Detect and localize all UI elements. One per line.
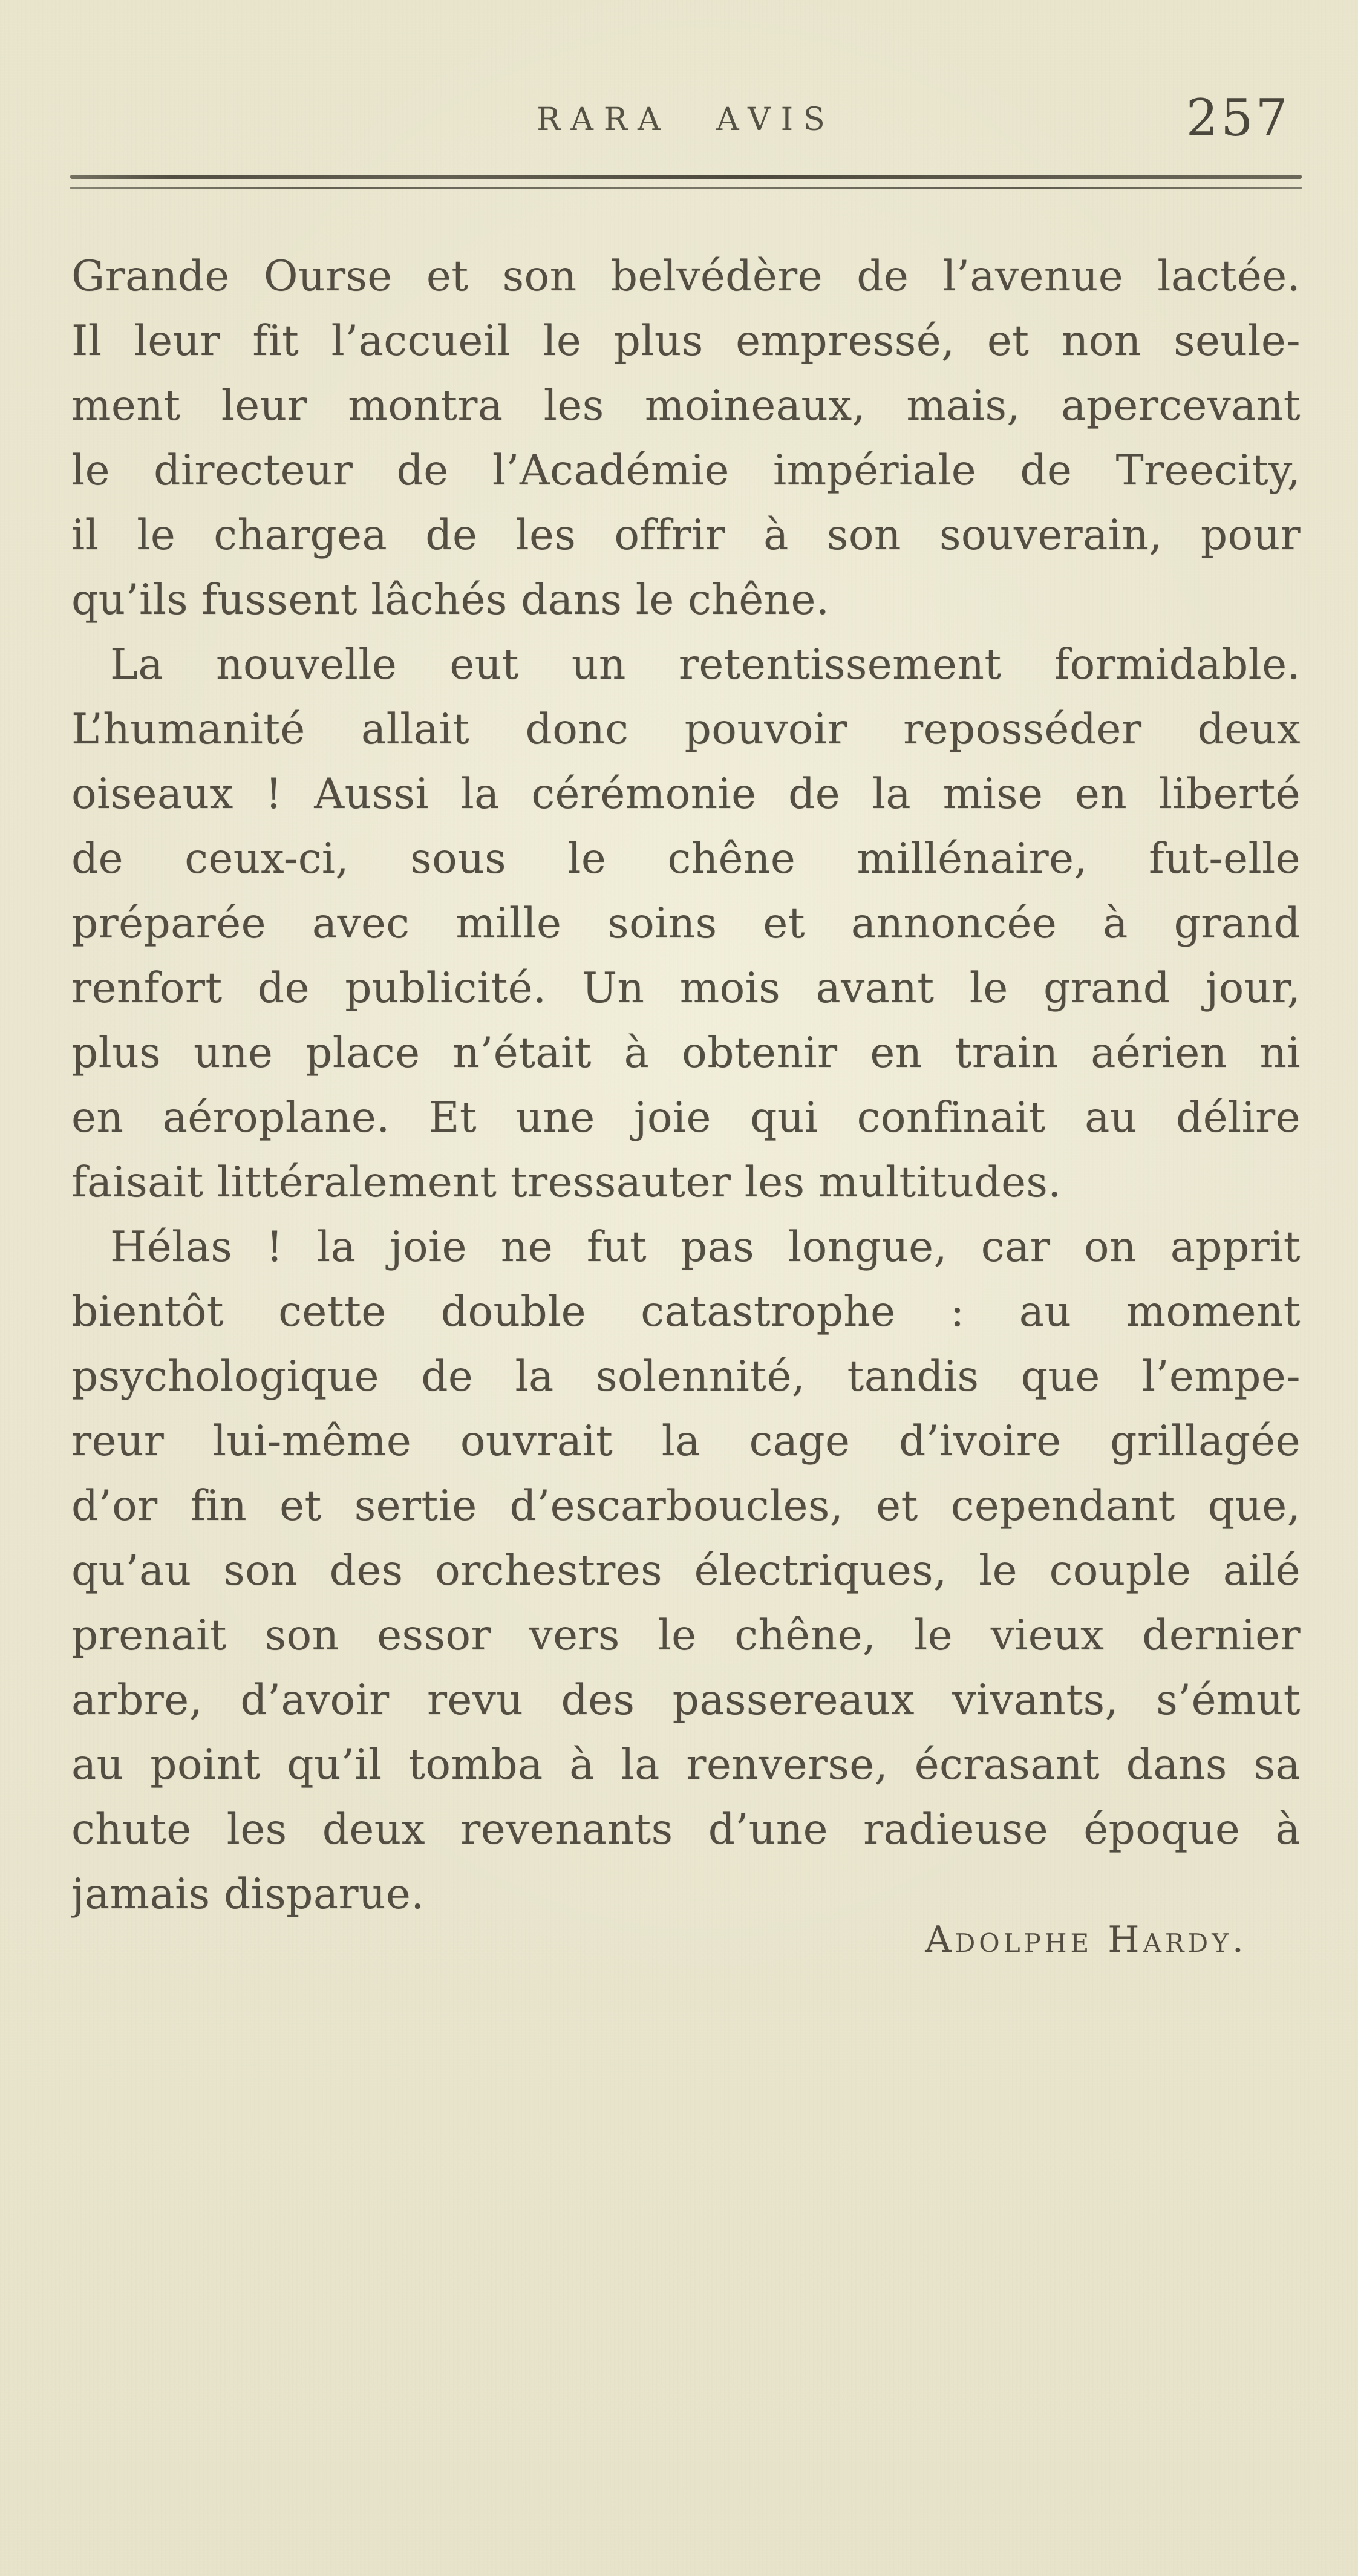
- text-line: plus une place n’était à obtenir en train aérien ni: [71, 1029, 1301, 1077]
- text-line: chute les deux revenants d’une radieuse époque à: [71, 1805, 1301, 1854]
- text-line: Il leur fit l’accueil le plus empressé, et non seule-: [71, 317, 1301, 365]
- text-line: renfort de publicité. Un mois avant le grand jour,: [71, 964, 1301, 1012]
- text-line: faisait littéralement tressauter les multitudes.: [71, 1158, 1062, 1207]
- text-line: jamais disparue.: [71, 1870, 425, 1919]
- text-line: ment leur montra les moineaux, mais, apercevant: [71, 382, 1301, 430]
- text-line: de ceux-ci, sous le chêne millénaire, fut-elle: [71, 835, 1301, 883]
- page-number: 257: [1186, 88, 1290, 148]
- text-line: il le chargea de les offrir à son souverain, pour: [71, 511, 1301, 559]
- running-title: RARA AVIS: [537, 102, 835, 138]
- text-line: prenait son essor vers le chêne, le vieux dernier: [71, 1611, 1301, 1660]
- text-line: La nouvelle eut un retentissement formidable.: [110, 641, 1301, 689]
- text-line: en aéroplane. Et une joie qui confinait au délire: [71, 1094, 1301, 1142]
- text-line: qu’ils fussent lâchés dans le chêne.: [71, 576, 830, 624]
- text-line: préparée avec mille soins et annoncée à grand: [71, 899, 1301, 948]
- text-line: bientôt cette double catastrophe : au moment: [71, 1288, 1301, 1336]
- text-line: qu’au son des orchestres électriques, le couple ailé: [71, 1547, 1301, 1595]
- text-line: Hélas ! la joie ne fut pas longue, car on apprit: [110, 1223, 1301, 1271]
- header-rule-thin: [70, 187, 1302, 189]
- text-line: reur lui-même ouvrait la cage d’ivoire grillagée: [71, 1417, 1301, 1466]
- text-line: d’or fin et sertie d’escarboucles, et cependant que,: [71, 1482, 1301, 1530]
- text-line: L’humanité allait donc pouvoir reposséder deux: [71, 705, 1301, 754]
- text-line: au point qu’il tomba à la renverse, écrasant dans sa: [71, 1741, 1301, 1789]
- author-signature: Adolphe Hardy.: [925, 1919, 1247, 1961]
- text-line: arbre, d’avoir revu des passereaux vivants, s’émut: [71, 1676, 1301, 1724]
- body-text: [71, 244, 1301, 1927]
- header-rule-thick: [70, 175, 1302, 179]
- text-line: le directeur de l’Académie impériale de Treecity,: [71, 446, 1301, 495]
- text-line: psychologique de la solennité, tandis que l’empe-: [71, 1352, 1301, 1401]
- text-line: oiseaux ! Aussi la cérémonie de la mise en liberté: [71, 770, 1301, 818]
- text-line: Grande Ourse et son belvédère de l’avenue lactée.: [71, 252, 1301, 301]
